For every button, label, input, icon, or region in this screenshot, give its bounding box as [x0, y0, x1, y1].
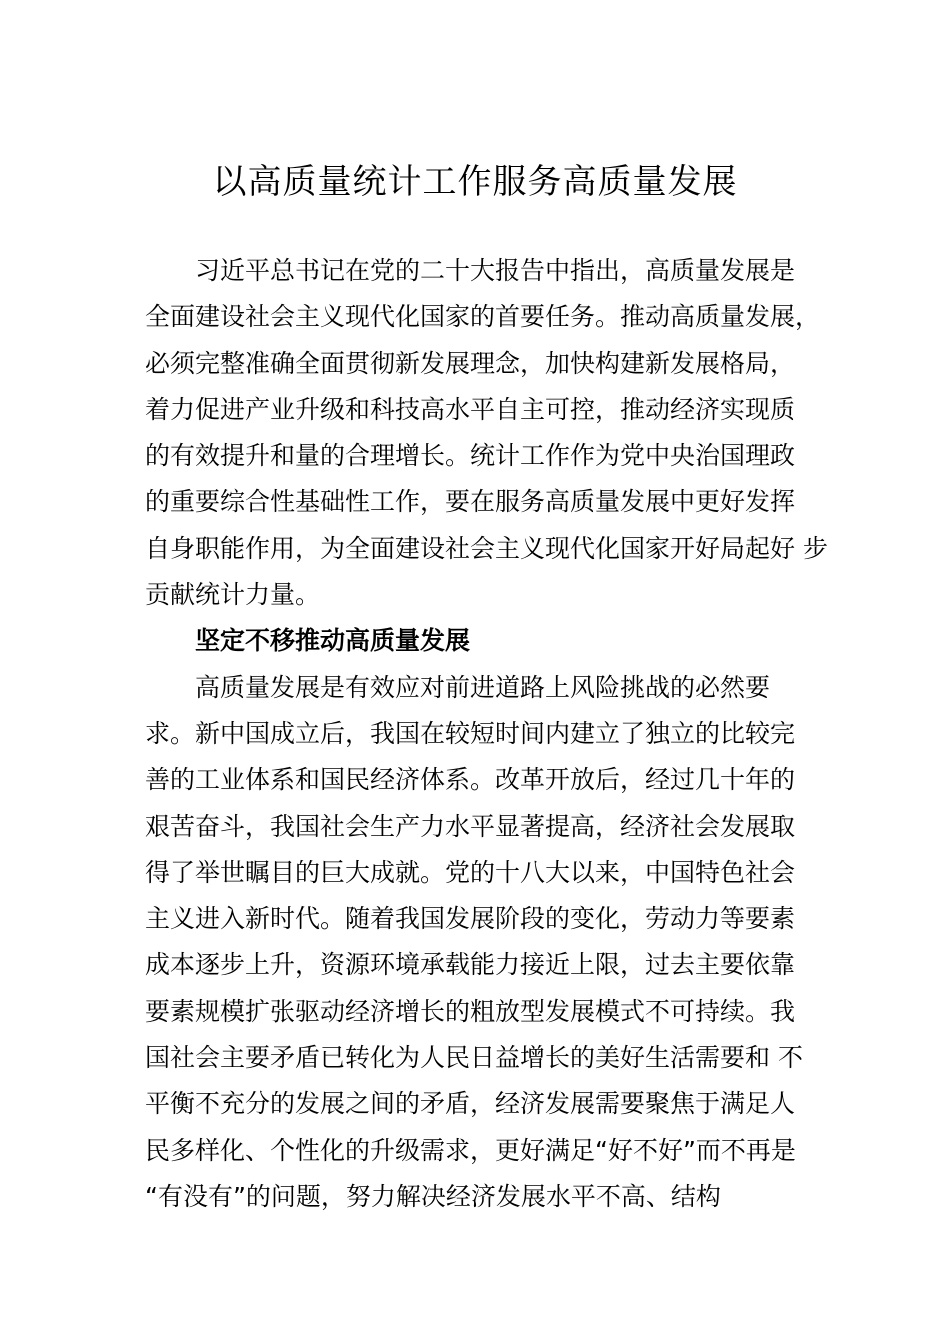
paragraph-line: 必须完整准确全面贯彻新发展理念，加快构建新发展格局， [145, 348, 796, 378]
paragraph-line: 善的工业体系和国民经济体系。改革开放后，经过几十年的 [145, 765, 796, 795]
paragraph-line: 全面建设社会主义现代化国家的首要任务。推动高质量发展， [145, 302, 821, 332]
document-body [145, 248, 835, 1220]
section-heading: 坚定不移推动高质量发展 [195, 626, 471, 656]
document-title: 以高质量统计工作服务高质量发展 [212, 162, 738, 202]
paragraph-line: “有没有”的问题，努力解决经济发展水平不高、结构 [145, 1181, 721, 1211]
paragraph-line: 主义进入新时代。随着我国发展阶段的变化，劳动力等要素 [145, 904, 796, 934]
paragraph-line: 的重要综合性基础性工作，要在服务高质量发展中更好发挥 [145, 487, 796, 517]
paragraph-line: 平衡不充分的发展之间的矛盾，经济发展需要聚焦于满足人 [145, 1089, 796, 1119]
paragraph-line: 贡献统计力量。 [145, 580, 321, 610]
paragraph-line: 成本逐步上升，资源环境承载能力接近上限，过去主要依靠 [145, 950, 796, 980]
paragraph-line: 自身职能作用，为全面建设社会主义现代化国家开好局起好 步 [145, 533, 828, 563]
paragraph-line: 的有效提升和量的合理增长。统计工作作为党中央治国理政 [145, 441, 796, 471]
paragraph-line: 国社会主要矛盾已转化为人民日益增长的美好生活需要和 不 [145, 1043, 803, 1073]
paragraph-line: 着力促进产业升级和科技高水平自主可控，推动经济实现质 [145, 394, 796, 424]
paragraph-line: 求。新中国成立后，我国在较短时间内建立了独立的比较完 [145, 718, 796, 748]
paragraph-line: 得了举世瞩目的巨大成就。党的十八大以来，中国特色社会 [145, 857, 796, 887]
paragraph-line: 高质量发展是有效应对前进道路上风险挑战的必然要 [195, 672, 771, 702]
paragraph-line: 要素规模扩张驱动经济增长的粗放型发展模式不可持续。我 [145, 996, 796, 1026]
paragraph-line: 民多样化、个性化的升级需求，更好满足“好不好”而不再是 [145, 1135, 796, 1165]
paragraph-line: 习近平总书记在党的二十大报告中指出，高质量发展是 [195, 256, 796, 285]
paragraph-line: 艰苦奋斗，我国社会生产力水平显著提高，经济社会发展取 [145, 811, 796, 841]
